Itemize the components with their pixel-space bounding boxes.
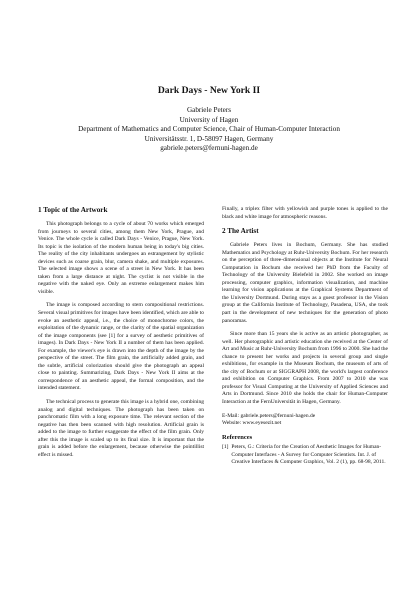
topic-paragraph-1: This photograph belongs to a cycle of about 70 works which emerged from journeys to several cities, among them New York, Prague, and Venice. The whole cycle is called Dark Days - Venice, Prague, New York. Its topic is the isolation of the modern human being in today's big cities. The reality of the city inhabitants undergoes an estrangement by stylistic devices such as coarse grain, blur, camera shake, and multiple exposures. The selected image shows a scene of a street in New York. It has been taken from a large distance at night. The cyclist is not visible in the negative with the naked eye. Only an extreme enlargement makes him visible. — [38, 221, 204, 295]
right-column — [222, 206, 388, 467]
author-email: gabriele.peters@fernuni-hagen.de — [160, 144, 258, 153]
section-heading-artist: 2 The Artist — [222, 227, 259, 236]
affiliation-department: Department of Mathematics and Computer Science, Chair of Human-Computer Interaction — [78, 125, 340, 134]
author-address: Universitätsstr. 1, D-58097 Hagen, Germany — [144, 134, 274, 143]
section-heading-topic: 1 Topic of the Artwork — [38, 206, 108, 214]
topic-paragraph-3: The technical process to generate this image is a hybrid one, combining analog and digital techniques. The photograph has been taken on panchromatic film with a long exposure time. The relevant section of the negative has then been scanned with high resolution. Artificial grain is added to the image to further exaggerate the effect of the film grain. Only after this the image is scaled up to its final size. It is important that the grain is added before the enlargement, because otherwise the pointillist effect is missed. — [38, 399, 204, 458]
reference-text: Peters, G.: Criteria for the Creation of Aesthetic Images for Human-Computer Interfaces - A Survey for Computer Scientists. Int. J. of Creative Interfaces & Computer Graphics, Vol. 2 (1), pp. 68-98, 2011. — [231, 444, 386, 466]
reference-number: [1] — [222, 444, 229, 451]
artist-paragraph-1: Gabriele Peters lives in Bochum, Germany. She has studied Mathematics and Psychology at Ruhr-University Bochum. For her research on the perception of three-dimensional objects at the Institute for Neural Computation in Bochum she received her PhD from the Faculty of Technology of the University Bielefeld in 2002. She worked on image processing, computer graphics, information visualization, and machine learning for vision applications at the Graphical Systems Department of the University Dortmund. During stays as a guest professor in the Vision group at the California Institute of Technology, Pasadena, USA, she took part in the development of new techniques for the generation of photo panoramas. — [222, 242, 388, 324]
artist-website: Website: www.eyesezit.net — [222, 420, 282, 427]
topic-paragraph-2: The image is composed according to stern compositional restrictions. Several visual primitives for images have been identified, which are able to evoke an aesthetic appeal, i.e., the choice of monochrome colors, the exploitation of the dynamic range, or the clarity of the spatial organization of the image components (see [1] for a survey of aesthetic primitives of images). In Dark Days - New York II a number of them has been applied. For example, the viewer's eye is drawn into the depth of the image by the perspective of the street. The film grain, the artificially added grain, and the subtle, artificial colorization should give the photograph an appeal close to painting. Summarizing, Dark Days - New York II aims at the correspondence of an aesthetic appeal, the formal composition, and the intended statement. — [38, 302, 204, 392]
author-name: Gabriele Peters — [186, 106, 232, 114]
paper-header — [0, 85, 418, 154]
reference-item — [222, 444, 388, 467]
left-column — [38, 206, 204, 465]
topic-continuation: Finally, a triplex filter with yellowish and purple tones is applied to the black and white image for atmospheric reasons. — [222, 206, 388, 220]
paper-title: Dark Days - New York II — [157, 85, 261, 96]
artist-email: E-Mail: gabriele.peters@fernuni-hagen.de — [222, 412, 316, 419]
affiliation-university: University of Hagen — [179, 115, 239, 124]
references-heading: References — [222, 433, 253, 441]
artist-paragraph-2: Since more than 15 years she is active as an artistic photographer, as well. Her photographic and artistic education she received at the Center of Art and Music at Ruhr-University Bochum from 1996 to 2000. She had the chance to present her works and projects in several group and single exhibitions, for example in the Museum Bochum, the museum of arts of the city of Bochum or at SIGGRAPH 2008, the world's largest conference and exhibition on Computer Graphics. From 2007 to 2010 she was professor for Visual Computing at the University of Applied Sciences and Arts in Dortmund. Since 2010 she holds the chair for Human-Computer Interaction at the FernUniversität in Hagen, Germany. — [222, 331, 388, 406]
